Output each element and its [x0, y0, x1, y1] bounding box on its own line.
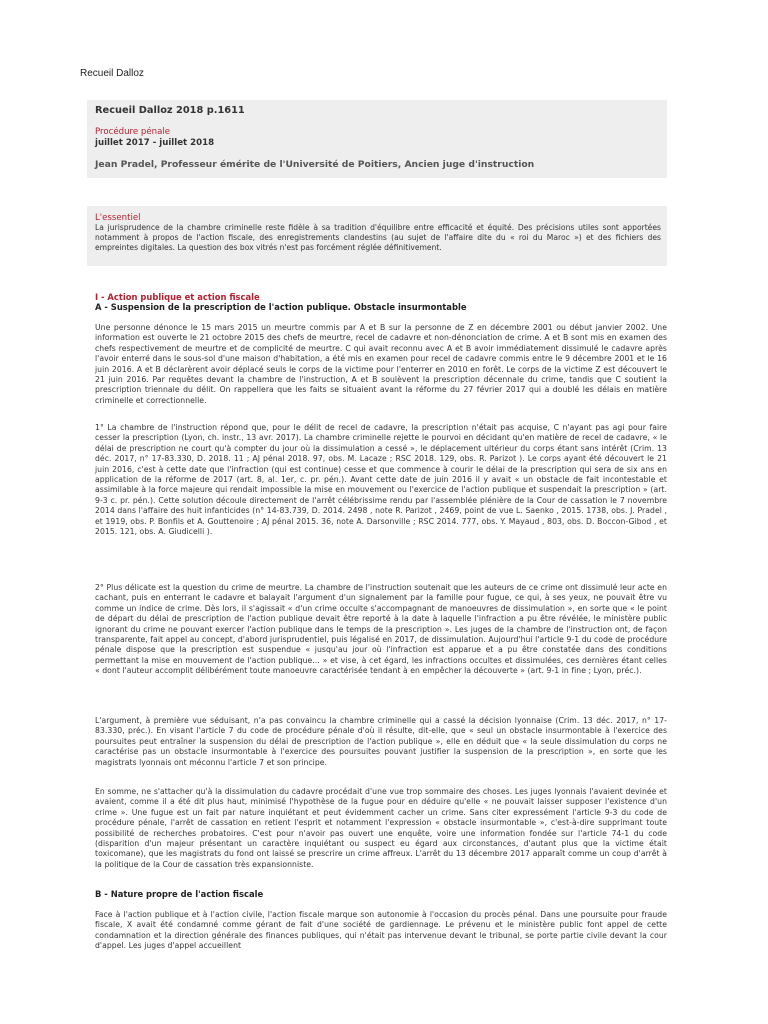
- paragraph: Face à l'action publique et à l'action civile, l'action fiscale marque son autonomie à l'occasion du procès pénal. Dans une poursuite pour fraude fiscale, X avait été condamné comme gérant de fait d'une société de gardiennage. Le prévenu et le ministère public font appel de cette condamnation et la direction générale des finances publiques, qui n'était pas intervenue devant le tribunal, se porte partie civile devant la cour d'appel. Les juges d'appel accueillent: [95, 910, 667, 951]
- publication-label: Recueil Dalloz: [80, 68, 144, 79]
- summary-text: La jurisprudence de la chambre criminelle reste fidèle à sa tradition d'équilibre entre efficacité et équité. Des précisions utiles sont apportées notamment à propos de l'action fiscale, des enregistrements clandestins (au sujet de l'affaire dite du « roi du Maroc ») et des fichiers des empreintes digitales. La question des box vitrés n'est pas forcément réglée définitivement.: [95, 223, 661, 253]
- article-author: Jean Pradel, Professeur émérite de l'Université de Poitiers, Ancien juge d'instruction: [95, 159, 535, 170]
- paragraph: En somme, ne s'attacher qu'à la dissimulation du cadavre procédait d'une vue trop sommaire des choses. Les juges lyonnais l'avaient devinée et avaient, comme il a été dit plus haut, minimisé l'hypothèse de la fugue pour en déduire qu'elle « ne pouvait laisser supposer l'existence d'un crime ». Une fugue est un fait par nature inquiétant et peut évidemment cacher un crime. Sans citer expressément l'article 9-3 du code de procédure pénale, l'arrêt de cassation en retient l'esprit et notamment l'expression « obstacle insurmontable », c'est-à-dire supprimant toute possibilité de recherches probatoires. C'est pour n'avoir pas ouvert une enquête, voire une information fondée sur l'article 74-1 du code (disparition d'un majeur présentant un caractère inquiétant ou suspect eu égard aux circonstances, d'autant plus que la victime était toxicomane), que les magistrats du fond ont laissé se prescrire un crime affreux. L'arrêt du 13 décembre 2017 apparaît comme un coup d'arrêt à la politique de la Cour de cassation très expansionniste.: [95, 787, 667, 869]
- subsection-heading-b: B - Nature propre de l'action fiscale: [95, 889, 264, 899]
- article-dates: juillet 2017 - juillet 2018: [95, 138, 215, 148]
- paragraph: L'argument, à première vue séduisant, n'a pas convaincu la chambre criminelle qui a cassé la décision lyonnaise (Crim. 13 déc. 2017, n° 17-83.330, préc.). En visant l'article 7 du code de procédure pénale d'où il résulte, dit-elle, que « seul un obstacle insurmontable à l'exercice des poursuites peut entraîner la suspension du délai de prescription de l'action publique », elle en déduit que « la seule dissimulation du corps ne caractérise pas un obstacle insurmontable à l'exercice des poursuites pouvant justifier la suspension de la prescription », en sorte que les magistrats lyonnais ont méconnu l'article 7 et son principe.: [95, 716, 667, 767]
- paragraph: 2° Plus délicate est la question du crime de meurtre. La chambre de l'instruction soutenait que les auteurs de ce crime ont dissimulé leur acte en cachant, puis en enterrant le cadavre et balayait l'argument d'un signalement par la famille pour fugue, ce qui, à ses yeux, ne pouvait être vu comme un indice de crime. Dès lors, il s'agissait « d'un crime occulte s'accompagnant de manoeuvres de dissimulation », en sorte que « le point de départ du délai de prescription de l'action publique devait être reporté à la date à laquelle l'infraction a pu être révélée, le ministère public ignorant du crime ne pouvant exercer l'action publique dans le temps de la prescription ». Les juges de la chambre de l'instruction ont, de façon transparente, fait appel au concept, d'abord jurisprudentiel, puis légalisé en 2017, de dissimulation. Aujourd'hui l'article 9-1 du code de procédure pénale dispose que la prescription est suspendue « jusqu'au jour où l'infraction est apparue et a pu être constatée dans des conditions permettant la mise en mouvement de l'action publique... » et vise, à cet égard, les infractions occultes et dissimulées, ces dernières étant celles « dont l'auteur accomplit délibérément toute manoeuvre caractérisée tendant à en empêcher la découverte » (art. 9-1 in fine ; Lyon, préc.).: [95, 583, 667, 676]
- article-section: Procédure pénale: [95, 127, 171, 137]
- paragraph: Une personne dénonce le 15 mars 2015 un meurtre commis par A et B sur la personne de Z en décembre 2001 ou début janvier 2002. Une information est ouverte le 21 octobre 2015 des chefs de meurtre, recel de cadavre et non-dénonciation de crime. A et B sont mis en examen des chefs respectivement de meurtre et de complicité de meurtre. C qui avait reconnu avec A et B avoir immédiatement dissimulé le cadavre après l'avoir enterré dans le sous-sol d'une maison d'habitation, a été mis en examen pour recel de cadavre commis entre le 9 décembre 2001 et le 16 juin 2016. A et B déclarèrent avoir déplacé seuls le corps de la victime pour l'enterrer en 2010 en forêt. Le corps de la victime Z est découvert le 21 juin 2016. Par requêtes devant la chambre de l'instruction, A et B soulèvent la prescription décennale du crime, tandis que C soutient la prescription triennale du délit. On rappellera que les faits se situaient avant la réforme du 27 février 2017 qui a doublé les délais en matière criminelle et correctionnelle.: [95, 323, 667, 405]
- subsection-heading: A - Suspension de la prescription de l'action publique. Obstacle insurmontable: [95, 302, 467, 312]
- section-heading: I - Action publique et action fiscale: [95, 292, 260, 302]
- paragraph: 1° La chambre de l'instruction répond que, pour le délit de recel de cadavre, la prescription n'était pas acquise, C n'ayant pas agi pour faire cesser la prescription (Lyon, ch. instr., 13 avr. 2017). La chambre criminelle rejette le pourvoi en décidant qu'en matière de recel de cadavre, « le délai de prescription ne court qu'à compter du jour où la dissimulation a cessé », le déplacement ultérieur du corps étant sans intérêt (Crim. 13 déc. 2017, n° 17-83.330, D. 2018. 11 ; AJ pénal 2018. 97, obs. M. Lacaze ; RSC 2018. 129, obs. R. Parizot ). Le corps ayant été découvert le 21 juin 2016, c'est à cette date que l'infraction (qui est continue) cesse et que commence à courir le délai de la prescription qui sera de six ans en application de la réforme de 2017 (art. 8, al. 1er, c. pr. pén.). Avant cette date de juin 2016 il y avait « un obstacle de fait incontestable et assimilable à la force majeure qui rendait impossible la mise en mouvement ou l'exercice de l'action publique et suspendait la prescription » (art. 9-3 c. pr. pén.). Cette solution découle directement de l'arrêt célébrissime rendu par l'assemblée plénière de la Cour de cassation le 7 novembre 2014 dans l'affaire des huit infanticides (n° 14-83.739, D. 2014. 2498 , note R. Parizot , 2469, point de vue L. Saenko , 2015. 1738, obs. J. Pradel , et 1919, obs. P. Bonfils et A. Gouttenoire ; AJ pénal 2015. 36, note A. Darsonville ; RSC 2014. 777, obs. Y. Mayaud , 803, obs. D. Boccon-Gibod , et 2015. 121, obs. A. Giudicelli ).: [95, 423, 667, 537]
- summary-title: L'essentiel: [95, 213, 141, 223]
- article-title: Recueil Dalloz 2018 p.1611: [95, 105, 245, 116]
